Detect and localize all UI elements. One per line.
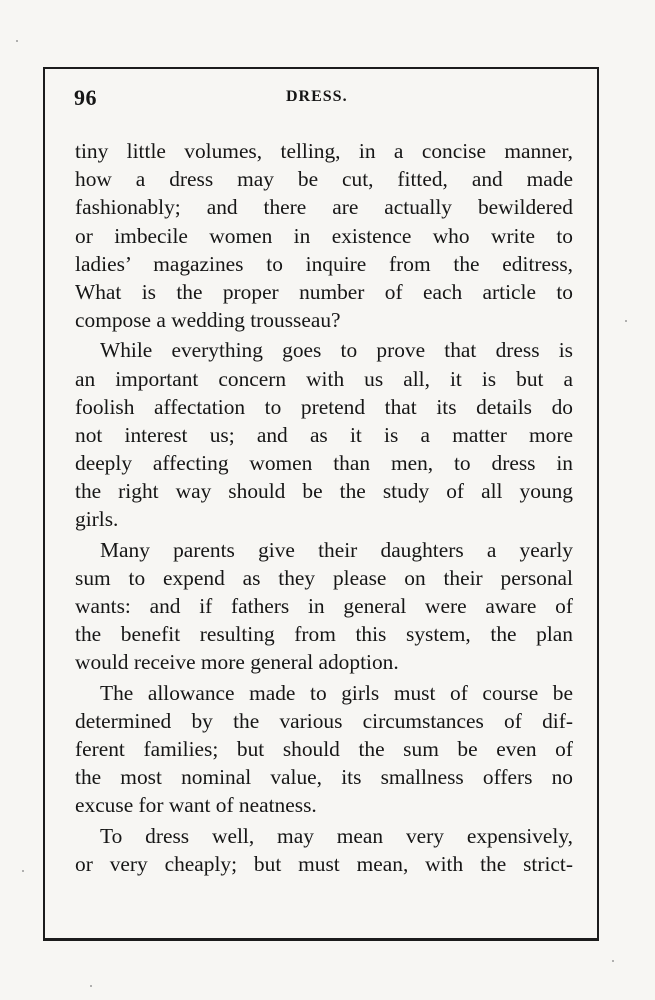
text-line: would receive more general adoption.	[75, 650, 399, 675]
page-header	[74, 85, 572, 115]
paragraph	[75, 536, 573, 677]
text-line: Many parents give their daughters a yearly	[100, 537, 573, 562]
paragraph	[75, 822, 573, 878]
text-line: ferent families; but should the sum be even of	[75, 736, 573, 761]
text-line: the most nominal value, its smallness offers no	[75, 765, 573, 790]
text-line: excuse for want of neatness.	[75, 793, 317, 818]
text-line: compose a wedding trousseau?	[75, 308, 341, 333]
text-line: the benefit resulting from this system, the plan	[75, 622, 573, 647]
text-line: or very cheaply; but must mean, with the strict-	[75, 851, 573, 876]
text-line: fashionably; and there are actually bewildered	[75, 195, 573, 220]
paper-speck	[625, 320, 627, 322]
text-line: What is the proper number of each article to	[75, 279, 573, 304]
paragraph	[75, 679, 573, 820]
text-line: the right way should be the study of all young	[75, 479, 573, 504]
text-line: foolish affectation to pretend that its details do	[75, 394, 573, 419]
text-line: not interest us; and as it is a matter more	[75, 422, 573, 447]
text-line: While everything goes to prove that dress is	[100, 338, 573, 363]
text-line: determined by the various circumstances of dif-	[75, 708, 573, 733]
text-line: deeply affecting women than men, to dress in	[75, 451, 573, 476]
paper-speck	[16, 40, 18, 42]
paragraph	[75, 137, 573, 334]
text-line: an important concern with us all, it is but a	[75, 366, 573, 391]
text-line: how a dress may be cut, fitted, and made	[75, 167, 573, 192]
paragraph	[75, 336, 573, 533]
text-line: To dress well, may mean very expensively,	[100, 823, 573, 848]
text-line: ladies’ magazines to inquire from the editress,	[75, 251, 573, 276]
text-line: The allowance made to girls must of course be	[100, 680, 573, 705]
text-line: tiny little volumes, telling, in a concise manner,	[75, 139, 573, 163]
paper-speck	[90, 985, 92, 987]
text-line: wants: and if fathers in general were aware of	[75, 594, 573, 618]
paper-speck	[612, 960, 614, 962]
text-line: sum to expend as they please on their personal	[75, 565, 573, 590]
body-text	[75, 137, 573, 878]
running-head: DRESS.	[286, 88, 348, 105]
paper-speck	[22, 870, 24, 872]
text-line: girls.	[75, 507, 119, 532]
page-number: 96	[74, 85, 97, 110]
text-line: or imbecile women in existence who write to	[75, 223, 573, 248]
